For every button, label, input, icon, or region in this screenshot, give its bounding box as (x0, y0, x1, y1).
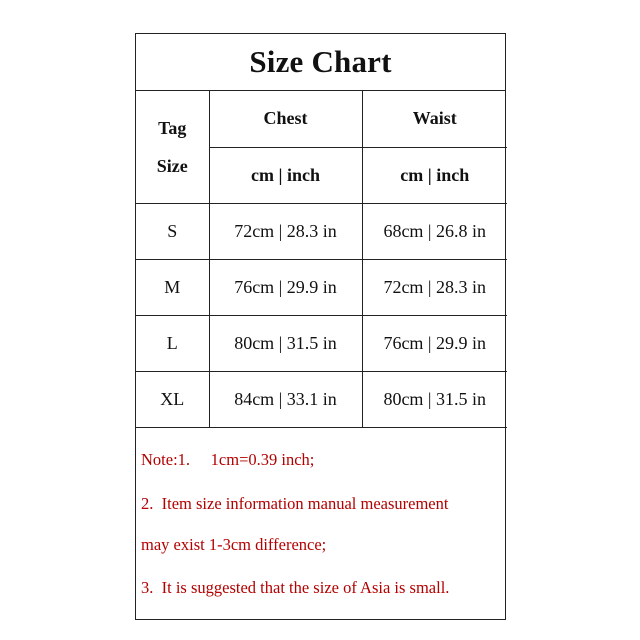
waist-cell: 72cm | 28.3 in (362, 259, 507, 315)
waist-cell: 80cm | 31.5 in (362, 371, 507, 427)
table-row (136, 371, 507, 427)
tag-size-header (136, 91, 209, 203)
size-chart-frame (135, 33, 506, 620)
chest-cell: 72cm | 28.3 in (209, 203, 362, 259)
tag-size-label-line2: Size (156, 155, 188, 176)
waist-unit-header: cm | inch (362, 147, 507, 203)
waist-cell: 68cm | 26.8 in (362, 203, 507, 259)
table-row (136, 203, 507, 259)
chart-title: Size Chart (136, 34, 505, 91)
header-row (136, 91, 507, 147)
size-cell: M (136, 259, 209, 315)
note-line: 2. Item size information manual measurement (141, 494, 449, 513)
chest-unit-header: cm | inch (209, 147, 362, 203)
size-cell: L (136, 315, 209, 371)
size-cell: S (136, 203, 209, 259)
note-line: 3. It is suggested that the size of Asia is small. (141, 578, 450, 597)
chest-header: Chest (209, 91, 362, 147)
notes-section (136, 428, 505, 621)
table-row (136, 315, 507, 371)
chest-cell: 84cm | 33.1 in (209, 371, 362, 427)
tag-size-label-line1: Tag (158, 117, 187, 138)
waist-cell: 76cm | 29.9 in (362, 315, 507, 371)
note-line: Note:1. 1cm=0.39 inch; (141, 450, 315, 469)
chest-cell: 76cm | 29.9 in (209, 259, 362, 315)
chest-cell: 80cm | 31.5 in (209, 315, 362, 371)
size-table (136, 91, 507, 428)
note-line: may exist 1-3cm difference; (141, 535, 327, 554)
size-cell: XL (136, 371, 209, 427)
table-row (136, 259, 507, 315)
waist-header: Waist (362, 91, 507, 147)
